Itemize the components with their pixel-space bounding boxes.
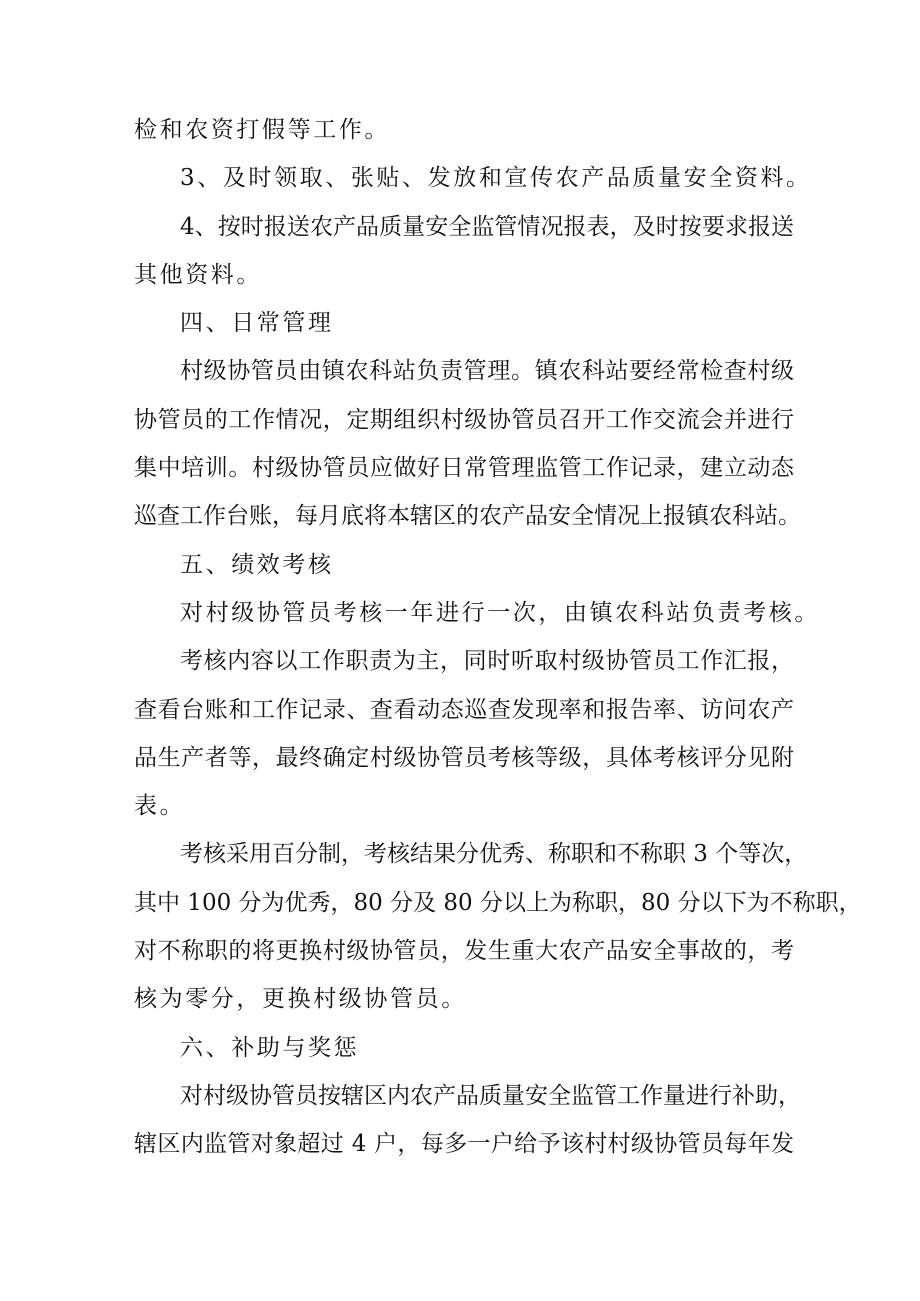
text-line: 其他资料。 [134,261,262,288]
text-line: 核为零分，更换村级协管员。 [134,986,467,1013]
text-line: 对村级协管员考核一年进行一次，由镇农科站负责考核。 [180,599,820,626]
text-line: 品生产者等，最终确定村级协管员考核等级，具体考核评分见附 [134,744,794,771]
text-line: 集中培训。村级协管员应做好日常管理监管工作记录，建立动态 [134,455,794,482]
text-line: 考核采用百分制，考核结果分优秀、称职和不称职 3 个等次， [180,841,808,868]
text-line: 表。 [134,793,186,820]
section-heading: 四、日常管理 [180,310,334,337]
section-heading: 六、补助与奖惩 [180,1034,360,1061]
text-line: 对村级协管员按辖区内农产品质量安全监管工作量进行补助， [180,1082,801,1109]
text-line: 考核内容以工作职责为主，同时听取村级协管员工作汇报， [180,648,794,675]
text-line: 协管员的工作情况，定期组织村级协管员召开工作交流会并进行 [134,406,794,433]
text-line: 其中 100 分为优秀，80 分及 80 分以上为称职，80 分以下为不称职， [134,889,862,916]
document-page [134,106,862,1169]
text-line: 巡查工作台账，每月底将本辖区的农产品安全情况上报镇农科站。 [134,503,801,530]
text-line: 3、及时领取、张贴、发放和宣传农产品质量安全资料。 [180,165,812,192]
text-line: 村级协管员由镇农科站负责管理。镇农科站要经常检查村级 [180,358,794,385]
text-line: 查看台账和工作记录、查看动态巡查发现率和报告率、访问农产 [134,696,794,723]
section-heading: 五、绩效考核 [180,551,334,578]
text-line: 辖区内监管对象超过 4 户，每多一户给予该村村级协管员每年发 [134,1131,794,1158]
text-line: 检和农资打假等工作。 [134,117,390,143]
text-line: 对不称职的将更换村级协管员，发生重大农产品安全事故的，考 [134,938,794,965]
text-line: 4、按时报送农产品质量安全监管情况报表，及时按要求报送 [180,213,794,240]
